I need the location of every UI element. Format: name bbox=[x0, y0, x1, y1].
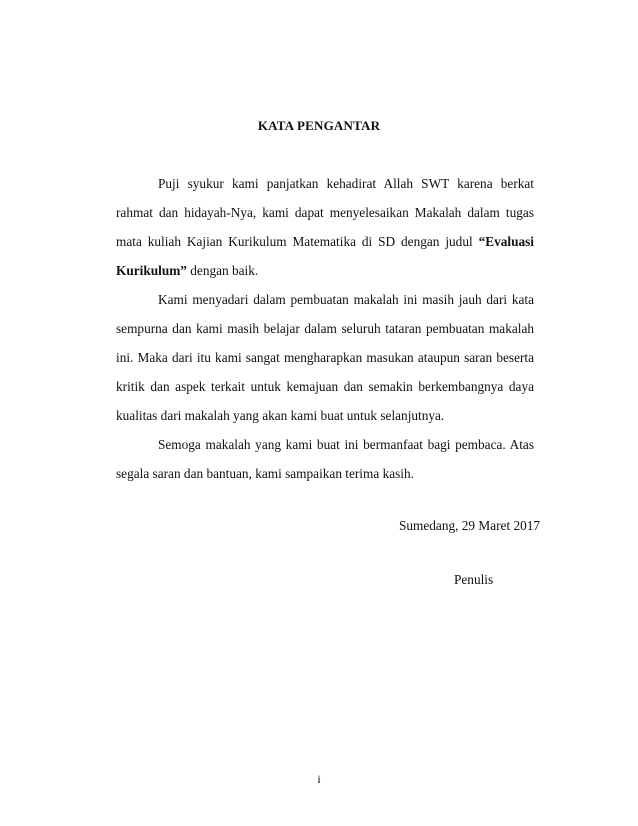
page-number: i bbox=[317, 772, 321, 786]
paragraph-1-emphasis: “Evaluasi Kurikulum” bbox=[116, 234, 534, 278]
author-name: Penulis bbox=[454, 572, 494, 587]
paragraph-2: Kami menyadari dalam pembuatan makalah ini masih jauh dari kata sempurna dan kami masih belajar dalam seluruh tataran pembuatan makalah ini. Maka dari itu kami sangat mengharapkan masukan ataupun saran beserta kritik dan aspek terkait untuk kemajuan dan semakin berkembangnya daya kualitas dari makalah yang akan kami buat untuk selanjutnya. bbox=[116, 292, 534, 423]
paragraph-3: Semoga makalah yang kami buat ini bermanfaat bagi pembaca. Atas segala saran dan bantuan, kami sampaikan terima kasih. bbox=[116, 437, 534, 481]
paragraph-1-text: Puji syukur kami panjatkan kehadirat Allah SWT karena berkat rahmat dan hidayah-Nya, kami dapat menyelesaikan Makalah dalam tugas mata kuliah Kajian Kurikulum Matematika di SD dengan judul bbox=[116, 176, 534, 249]
place-date: Sumedang, 29 Maret 2017 bbox=[399, 518, 541, 533]
paragraph-1 bbox=[116, 169, 534, 285]
body-text bbox=[116, 169, 534, 488]
paragraph-1-closing: dengan baik. bbox=[186, 263, 259, 278]
page-title: KATA PENGANTAR bbox=[257, 118, 381, 133]
